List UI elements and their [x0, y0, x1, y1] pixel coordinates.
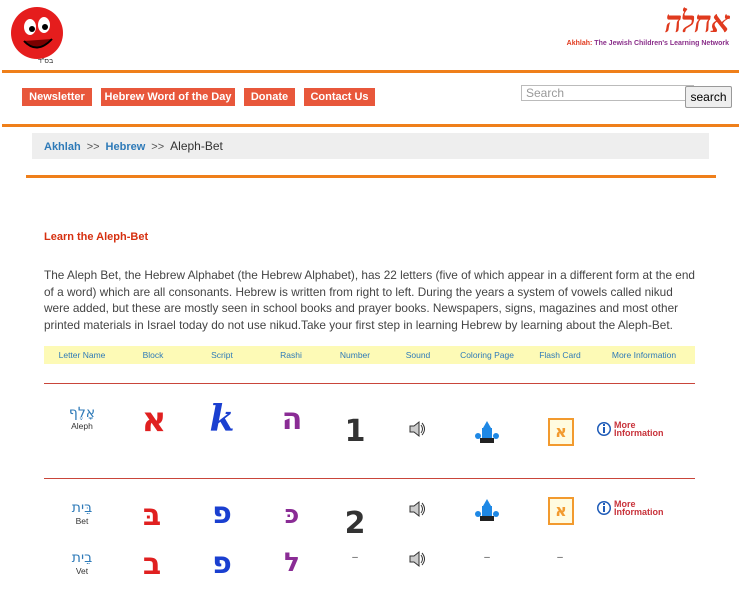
content-divider [26, 175, 716, 178]
row-divider [44, 478, 695, 479]
coloring-page-icon[interactable] [475, 420, 499, 451]
mascot-caption: בס"ד [38, 58, 54, 65]
table-row [62, 550, 102, 576]
col-letter-name: Letter Name [58, 350, 106, 360]
newsletter-button[interactable]: Newsletter [22, 88, 92, 106]
vet-rashi-letter: ל [284, 548, 300, 578]
col-number: Number [339, 350, 371, 360]
info-icon [596, 500, 612, 516]
search-input[interactable]: Search [521, 85, 694, 101]
page-title: Learn the Aleph-Bet [44, 231, 149, 243]
breadcrumb: Akhlah >> Hebrew >> Aleph-Bet [32, 133, 709, 159]
vet-hebrew-link[interactable]: בֵית [71, 550, 93, 566]
contact-button[interactable]: Contact Us [304, 88, 375, 106]
info-icon [596, 421, 612, 437]
bet-name: Bet [75, 516, 89, 526]
aleph-hebrew-link[interactable]: אָלֶף [68, 405, 96, 421]
speaker-icon[interactable] [408, 420, 426, 443]
vet-name: Vet [75, 566, 89, 576]
header-divider [2, 70, 739, 73]
col-rashi: Rashi [280, 350, 302, 360]
row-divider [44, 383, 695, 384]
brand-logo-text: אחלה [664, 5, 729, 40]
mascot-logo[interactable] [10, 5, 64, 65]
bet-more-info-link[interactable]: More Information [596, 500, 664, 516]
nav-divider [2, 124, 739, 127]
vet-coloring: – [484, 552, 490, 563]
coloring-page-icon[interactable] [475, 498, 499, 529]
brand-tagline: Akhlah: The Jewish Children's Learning Network [566, 40, 729, 47]
vet-block-letter: ב [142, 547, 162, 582]
col-flash: Flash Card [539, 350, 581, 360]
bet-number: 2 [344, 506, 366, 541]
word-of-day-button[interactable]: Hebrew Word of the Day [101, 88, 235, 106]
bet-script-letter: פ [212, 496, 232, 531]
vet-flash: – [557, 552, 563, 563]
bet-block-letter: בּ [142, 498, 162, 533]
col-script: Script [211, 350, 233, 360]
bet-hebrew-link[interactable]: בֵּית [71, 500, 93, 516]
aleph-script-letter: k [209, 398, 235, 440]
col-more-info: More Information [611, 350, 677, 360]
aleph-flash-card-icon[interactable]: א [548, 418, 574, 446]
intro-paragraph: The Aleph Bet, the Hebrew Alphabet (the Hebrew Alphabet), has 22 letters (five of which appear in a different form at the end of a word) which are all consonants. Hebrew is written from right to left. During the years a system of vowels called nikud were added, but these are mostly seen in school books and prayer books. Newspapers, signs, magazines and most other printed materials in Israel today do not use nikud.Take your first step in learning Hebrew by learning about the Aleph-Bet. [44, 268, 695, 332]
col-sound: Sound [405, 350, 431, 360]
breadcrumb-home-link[interactable]: Akhlah [44, 141, 81, 153]
speaker-icon[interactable] [408, 500, 426, 523]
brand-logo[interactable] [566, 5, 729, 47]
aleph-more-info-link[interactable]: More Information [596, 421, 664, 437]
speaker-icon[interactable] [408, 550, 426, 573]
col-coloring: Coloring Page [460, 350, 514, 360]
search-button[interactable]: search [685, 86, 732, 108]
aleph-number: 1 [344, 414, 366, 449]
donate-button[interactable]: Donate [244, 88, 295, 106]
aleph-block-letter: א [141, 400, 167, 440]
table-row [62, 500, 102, 526]
bet-rashi-letter: כּ [284, 500, 300, 530]
table-header [44, 346, 695, 364]
vet-script-letter: פ [212, 546, 232, 581]
breadcrumb-hebrew-link[interactable]: Hebrew [105, 141, 146, 153]
vet-number: – [352, 552, 358, 563]
col-block: Block [142, 350, 164, 360]
breadcrumb-current: Aleph-Bet [170, 139, 223, 153]
aleph-name: Aleph [71, 421, 93, 431]
table-row [62, 405, 102, 431]
bet-flash-card-icon[interactable]: א [548, 497, 574, 525]
aleph-rashi-letter: ה [281, 402, 303, 437]
